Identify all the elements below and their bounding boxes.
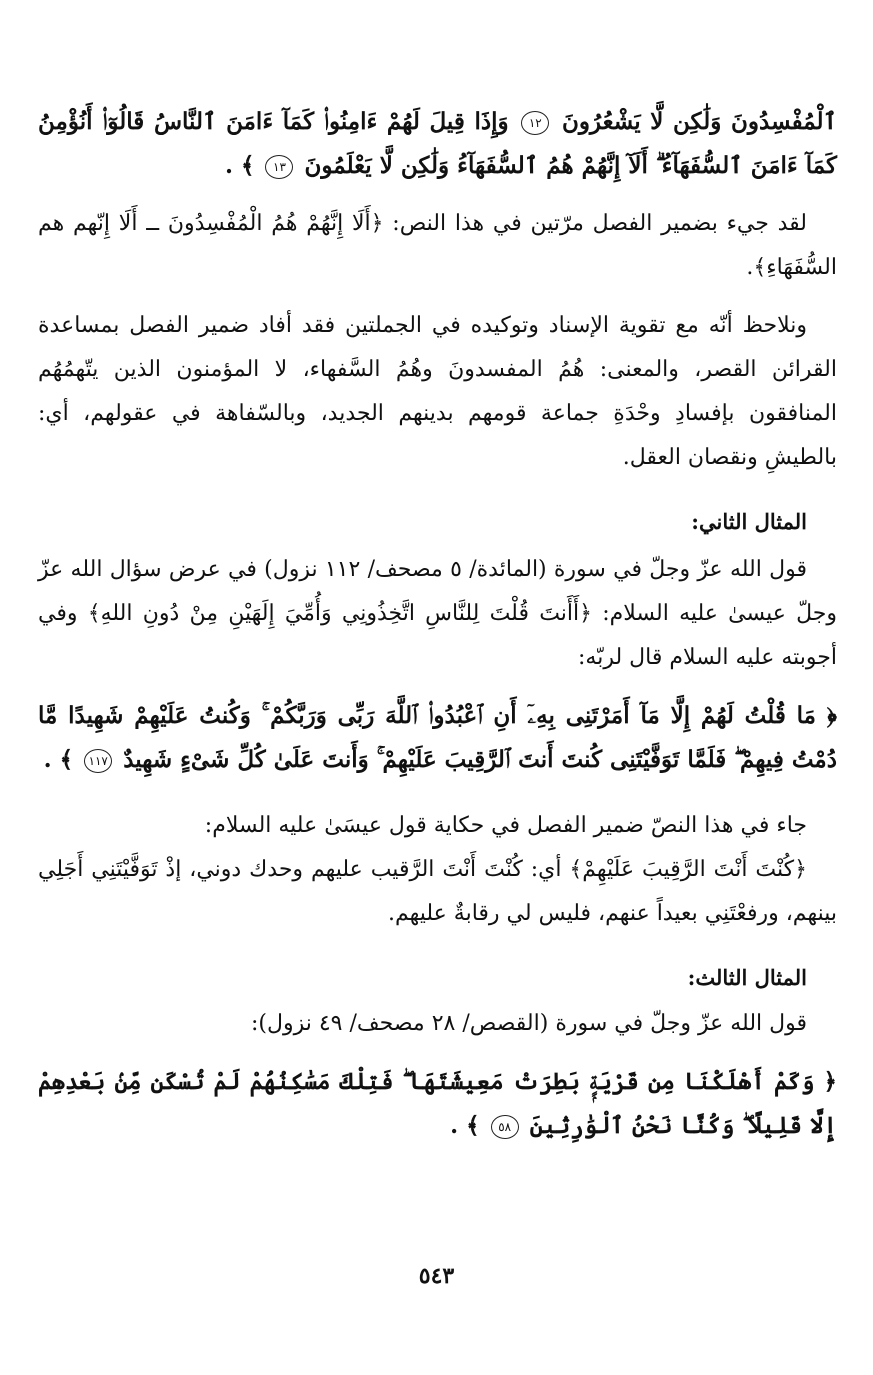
verse-text: ﴿ مَا قُلْتُ لَهُمْ إِلَّا مَآ أَمَرْتَنِى بِهِۦٓ أَنِ ٱعْبُدُوا۟ ٱللَّهَ رَبِّى وَرَبَّكُمْ ۚ وَكُنتُ عَلَيْهِمْ شَهِيدًا مَّا دُمْتُ فِيهِمْ ۖ فَلَمَّا تَوَفَّيْتَنِى كُنتَ أَنتَ ٱلرَّقِيبَ عَلَيْهِمْ ۚ وَأَنتَ عَلَىٰ كُلِّ شَىْءٍ شَهِيدٌ (38, 702, 837, 773)
verse-text: ٱلْمُفْسِدُونَ وَلَٰكِن لَّا يَشْعُرُونَ (561, 108, 838, 135)
paragraph: ﴿كُنْتَ أَنْتَ الرَّقِيبَ عَلَيْهِمْ﴾ أي: كُنْتَ أَنْتَ الرَّقيب عليهم وحدك دوني، إذْ تَوَفَّيْتَنِي أَجَلِي بينهم، ورفعْتَنِي بعيداً عنهم، فليس لي رقابةٌ عليهم. (38, 857, 837, 926)
section-heading: المثال الثالث: (687, 965, 807, 990)
section-heading: المثال الثاني: (691, 509, 807, 534)
ayah-number-marker: ٥٨ (491, 1115, 519, 1139)
paragraph: قول الله عزّ وجلّ في سورة (القصص/ ٢٨ مصحف/ ٤٩ نزول): (250, 1011, 807, 1036)
verse-block-1 (38, 100, 837, 188)
verse-text: ﴿ وَكَمْ أَهْلَكْنَا مِن قَرْيَةٍۭ بَطِرَتْ مَعِيشَتَهَا ۖ فَتِلْكَ مَسَٰكِنُهُمْ لَمْ تُسْكَن مِّنۢ بَعْدِهِمْ إِلَّا قَلِيلًا ۖ وَكُنَّا نَحْنُ ٱلْوَٰرِثِينَ (38, 1068, 837, 1139)
paragraph: قول الله عزّ وجلّ في سورة (المائدة/ ٥ مصحف/ ١١٢ نزول) في عرض سؤال الله عزّ وجلّ عيسىٰ عليه السلام: ﴿أَأَنتَ قُلْتَ لِلنَّاسِ اتَّخِذُونِي وَأُمِّيَ إِلَهَيْنِ مِنْ دُونِ اللهِ﴾ وفي أجوبته عليه السلام قال لربّه: (38, 557, 837, 670)
verse-block-2 (38, 694, 837, 782)
verse-end: ﴾ . (224, 152, 255, 179)
ayah-number-marker: ١١٧ (84, 749, 112, 773)
page-number: ٥٤٣ (418, 1263, 455, 1289)
paragraph: لقد جيء بضمير الفصل مرّتين في هذا النص: ﴿أَلَا إِنَّهُمْ هُمُ الْمُفْسِدُونَ ــ أَلَا إِنّهم هم السُّفَهَاءِ﴾. (38, 211, 837, 280)
verse-text: وَإِذَا قِيلَ لَهُمْ ءَامِنُوا۟ كَمَآ ءَامَنَ ٱلنَّاسُ قَالُوٓا۟ أَنُؤْمِنُ كَمَآ ءَامَنَ ٱلسُّفَهَآءُ ۗ أَلَآ إِنَّهُمْ هُمُ ٱلسُّفَهَآءُ وَلَٰكِن لَّا يَعْلَمُونَ (38, 108, 837, 179)
page-body (38, 100, 837, 1375)
ayah-number-marker: ١٢ (521, 111, 549, 135)
ayah-number-marker: ١٣ (265, 155, 293, 179)
verse-block-3 (38, 1060, 837, 1148)
paragraph: ونلاحظ أنّه مع تقوية الإسناد وتوكيده في الجملتين فقد أفاد ضمير الفصل بمساعدة القرائن القصر، والمعنى: هُمُ المفسدونَ وهُمُ السَّفهاء، لا المؤمنون الذين يتّهمُهُم المنافقون بإفسادِ وحْدَةِ جماعة قومهم بدينهم الجديد، وبالسّفاهة في عقولهم، أي: بالطيشِ ونقصان العقل. (38, 313, 837, 470)
paragraph: جاء في هذا النصّ ضمير الفصل في حكاية قول عيسَىٰ عليه السلام: (204, 813, 807, 838)
verse-end: ﴾ . (43, 746, 74, 773)
verse-end: ﴾ . (450, 1112, 480, 1139)
